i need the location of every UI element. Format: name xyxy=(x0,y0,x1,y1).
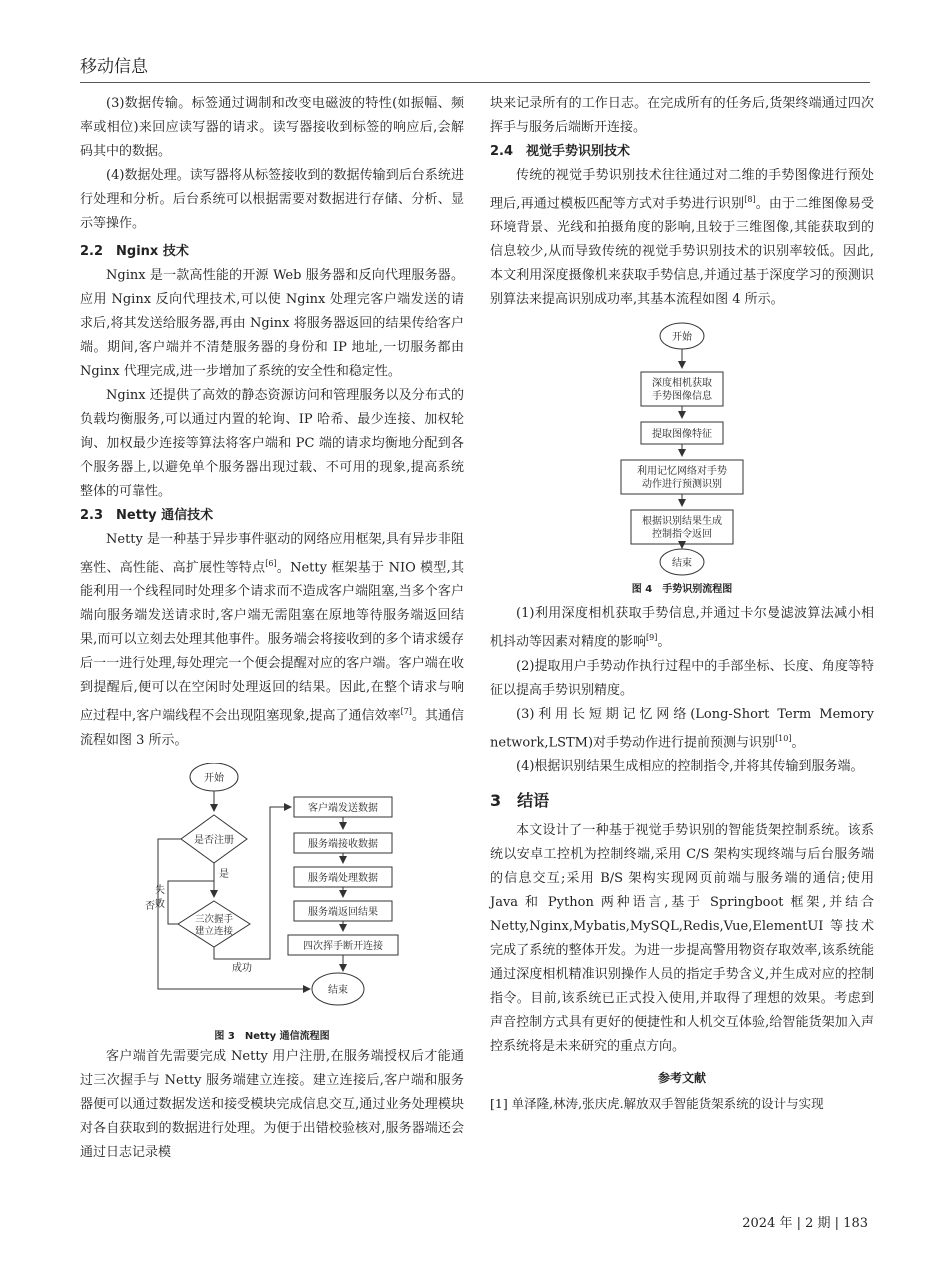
paragraph-data-transmission: (3)数据传输。标签通过调制和改变电磁波的特性(如振幅、频率或相位)来回应读写器的请求。读写器接收到标签的响应后,会解码其中的数据。 xyxy=(80,96,464,159)
paragraph-nginx-intro: Nginx 是一款高性能的开源 Web 服务器和反向代理服务器。应用 Nginx 反向代理技术,可以使 Nginx 处理完客户端发送的请求后,将其发送给服务器,再由 Nginx 将服务器返回的结果传给客户端。期间,客户端并不清楚服务器的身份和 IP 地址,一切服务都由 Nginx 代理完成,进一步增加了系统的安全性和稳定性。 xyxy=(80,268,464,379)
section-2-2-heading: 2.2 Nginx 技术 xyxy=(80,244,189,259)
fig3-disconnect-label: 四次挥手断开连接 xyxy=(303,940,383,952)
figure-4-caption: 图 4 手势识别流程图 xyxy=(631,584,733,596)
paragraph-nginx-load-balance: Nginx 还提供了高效的静态资源访问和管理服务以及分布式的负载均衡服务,可以通过内置的轮询、IP 哈希、最少连接、加权轮询、加权最少连接等算法将客户端和 PC 端的请求均衡地分配到各个服务器上,以避免单个服务器出现过载、不可用的现象,提高系统整体的可靠性。 xyxy=(80,388,464,499)
fig3-send-label: 客户端发送数据 xyxy=(308,802,378,814)
paragraph-continuation: 块来记录所有的工作日志。在完成所有的任务后,货架终端通过四次挥手与服务后端断开连接。 xyxy=(490,96,874,135)
list-item-3: (3)利用长短期记忆网络(Long-Short Term Memory network,LSTM)对手势动作进行提前预测与识别[10]。 xyxy=(490,706,874,750)
citation: [8] xyxy=(744,195,756,204)
fig4-step1-label-1: 深度相机获取 xyxy=(652,378,712,390)
figure-3-caption: 图 3 Netty 通信流程图 xyxy=(214,1030,330,1042)
fig4-step4-label-2: 控制指令返回 xyxy=(652,529,712,541)
fig3-start-label: 开始 xyxy=(204,772,224,784)
fig4-step3-label-2: 动作进行预测识别 xyxy=(642,479,722,491)
journal-name: 移动信息 xyxy=(80,57,148,77)
fig4-step4-label-1: 根据识别结果生成 xyxy=(642,516,722,528)
paragraph-gesture-intro: 传统的视觉手势识别技术往往通过对二维的手势图像进行预处理后,再通过模板匹配等方式对手势进行识别[8]。由于二维图像易受环境背景、光线和拍摄角度的影响,且较于三维图像,其能获取到的信息较少,从而导致传统的视觉手势识别技术的识别率较低。因此,本文利用深度摄像机来获取手势信息,并通过基于深度学习的预测识别算法来提高识别成功率,其基本流程如图 4 所示。 xyxy=(490,168,874,308)
citation: [9] xyxy=(646,633,658,643)
fig3-handshake-label-1: 三次握手 xyxy=(194,913,234,925)
fig4-step3-label-1: 利用记忆网络对手势 xyxy=(637,466,727,478)
header-rule xyxy=(80,82,870,83)
fig3-success-label: 成功 xyxy=(232,962,252,974)
figure-4 xyxy=(490,322,874,602)
page-footer: 2024 年 | 2 期 | 183 xyxy=(742,1216,868,1231)
fig4-start-label: 开始 xyxy=(672,332,692,344)
citation: [7] xyxy=(400,707,412,717)
fig3-process-label: 服务端处理数据 xyxy=(308,872,378,884)
paragraph-conclusion: 本文设计了一种基于视觉手势识别的智能货架控制系统。该系统以安卓工控机为控制终端,采用 C/S 架构实现终端与后台服务端的信息交互;采用 B/S 架构实现网页前端与服务端的通信;使用 Java 和 Python 两种语言,基于 Springboot 框架,并结合 Netty,Nginx,Mybatis,MySQL,Redis,Vue,ElementUI 等技术完成了系统的整体开发。为进一步提高警用物资存取效率,该系统能通过深度相机精准识别操作人员的指定手势含义,并生成对应的控制指令。目前,该系统已正式投入使用,并取得了理想的效果。考虑到声音控制方式具有更好的便捷性和人机交互体验,给智能货架加入声控系统将是未来研究的重点方向。 xyxy=(490,822,874,1054)
section-2-4-heading: 2.4 视觉手势识别技术 xyxy=(490,144,631,159)
fig3-no-label: 否 xyxy=(145,900,155,912)
figure-3 xyxy=(80,763,464,1045)
paragraph-data-processing: (4)数据处理。读写器将从标签接收到的数据传输到后台系统进行处理和分析。后台系统可以根据需要对数据进行存储、分析、显示等操作。 xyxy=(80,168,464,231)
list-item-4: (4)根据识别结果生成相应的控制指令,并将其传输到服务端。 xyxy=(516,758,864,774)
right-column xyxy=(490,92,874,1114)
fig3-end-label: 结束 xyxy=(328,984,348,996)
left-column xyxy=(80,92,464,1165)
fig3-receive-label: 服务端接收数据 xyxy=(308,838,378,850)
fig3-handshake-label-2: 建立连接 xyxy=(194,925,234,937)
list-item-2: (2)提取用户手势动作执行过程中的手部坐标、长度、角度等特征以提高手势识别精度。 xyxy=(490,658,874,698)
reference-1: [1] 单泽隆,林涛,张庆虎.解放双手智能货架系统的设计与实现 xyxy=(490,1095,824,1111)
references-title: 参考文献 xyxy=(657,1070,706,1085)
fig4-step1-label-2: 手势图像信息 xyxy=(652,391,712,403)
gesture-flowchart xyxy=(490,322,874,578)
citation: [10] xyxy=(775,733,792,743)
fig3-registered-label: 是否注册 xyxy=(194,834,234,846)
paragraph-netty-process: 客户端首先需要完成 Netty 用户注册,在服务端授权后才能通过三次握手与 Netty 服务端建立连接。建立连接后,客户端和服务器便可以通过数据发送和接受模块完成信息交互,通过业务处理模块对各自获取到的数据进行处理。为便于出错校验核对,服务器端还会通过日志记录模 xyxy=(80,1048,464,1160)
section-3-heading: 3 结语 xyxy=(490,790,550,810)
paragraph-netty-intro: Netty 是一种基于异步事件驱动的网络应用框架,具有异步非阻塞性、高性能、高扩展性等特点[6]。Netty 框架基于 NIO 模型,其能利用一个线程同时处理多个请求而不造成客户端阻塞,当多个客户端向服务端发送请求时,客户端无需阻塞在原地等待服务端返回结果,而可以立刻去处理其他事件。服务端会将接收到的多个请求缓存后一一进行处理,每处理完一个便会提醒对应的客户端。客户端在收到提醒后,便可以在空闲时处理返回的结果。因此,在整个请求与响应过程中,客户端线程不会出现阻塞现象,提高了通信效率[7]。其通信流程如图 3 所示。 xyxy=(80,532,464,748)
netty-flowchart xyxy=(80,763,464,1025)
fig4-end-label: 结束 xyxy=(672,558,692,570)
fig3-fail-label-1: 失 xyxy=(155,884,165,896)
fig3-yes-label: 是 xyxy=(219,868,229,880)
fig4-step2-label: 提取图像特征 xyxy=(652,429,712,441)
fig3-return-label: 服务端返回结果 xyxy=(308,906,378,918)
citation: [6] xyxy=(265,559,277,568)
list-item-1: (1)利用深度相机获取手势信息,并通过卡尔曼滤波算法减小相机抖动等因素对精度的影响[9]。 xyxy=(490,606,874,650)
section-2-3-heading: 2.3 Netty 通信技术 xyxy=(80,508,214,523)
fig3-fail-label-2: 败 xyxy=(155,898,165,910)
